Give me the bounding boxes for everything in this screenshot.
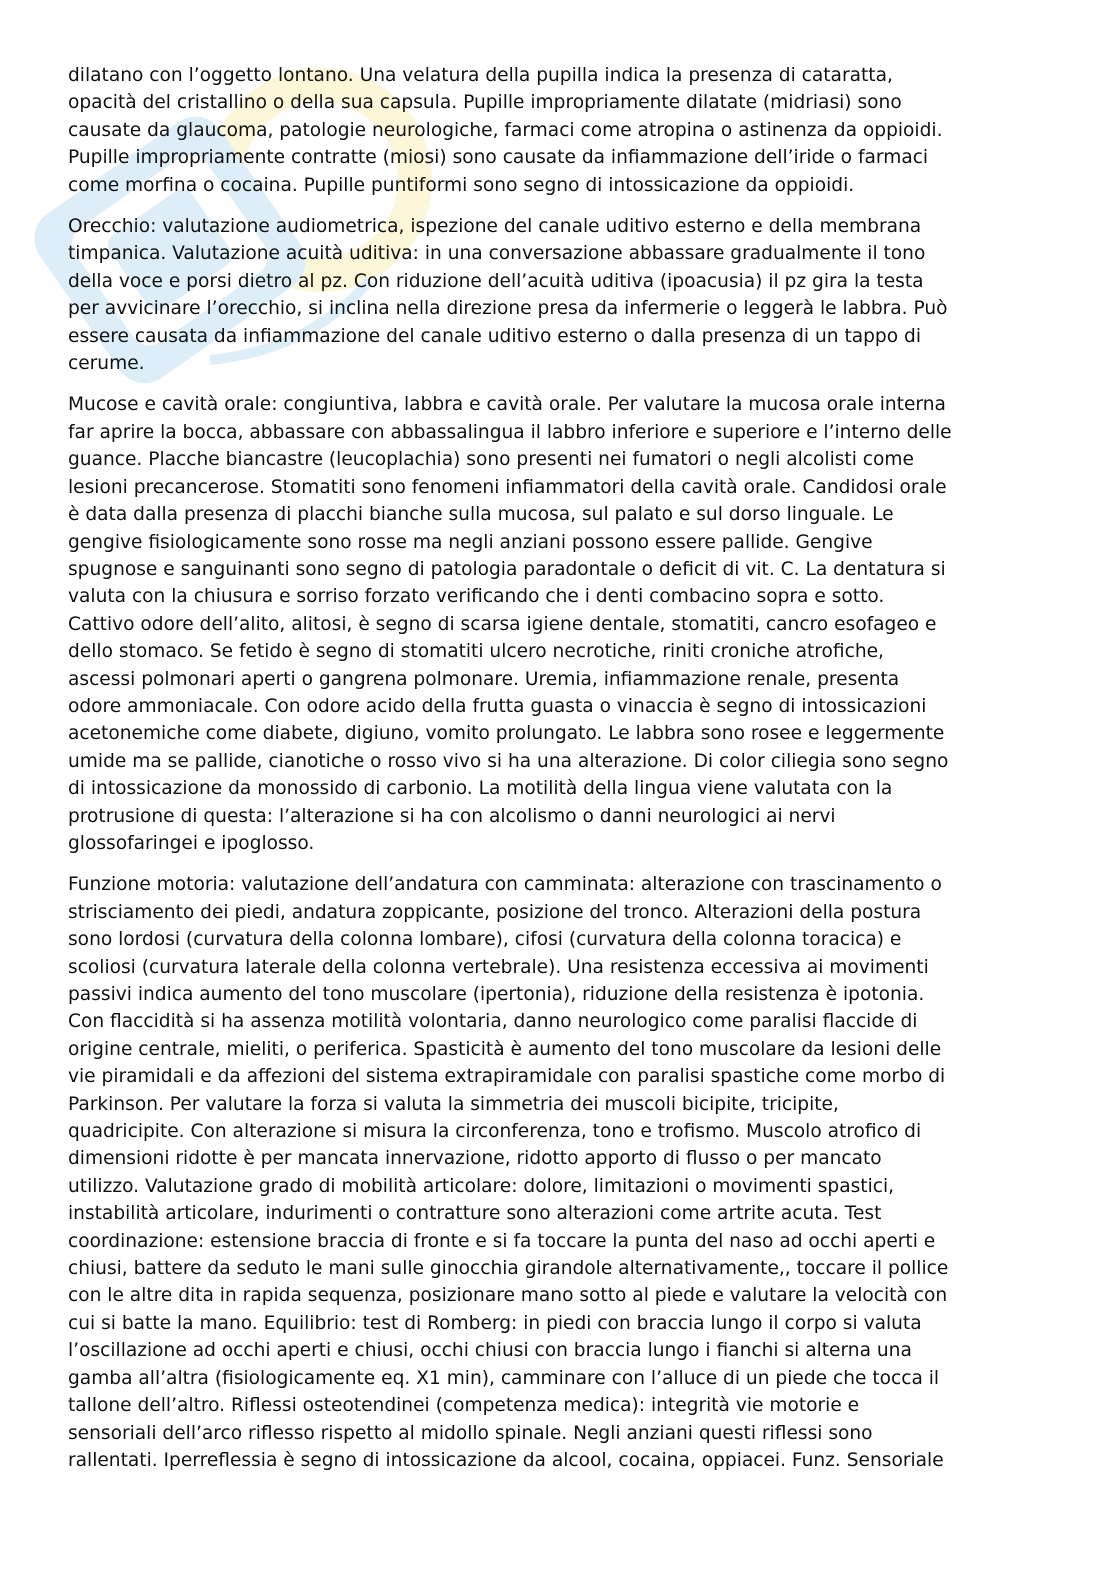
document-body: [68, 62, 1048, 1488]
paragraph-oral-mucosa: Mucose e cavità orale: congiuntiva, labbra e cavità orale. Per valutare la mucosa orale interna far aprire la bocca, abbassare con abbassalingua il labbro inferiore e superiore e l’interno delle guance. Placche biancastre (leucoplachia) sono presenti nei fumatori o negli alcolisti come lesioni precancerose. Stomatiti sono fenomeni infiammatori della cavità orale. Candidosi orale è data dalla presenza di placchi bianche sulla mucosa, sul palato e sul dorso linguale. Le gengive fisiologicamente sono rosse ma negli anziani possono essere pallide. Gengive spugnose e sanguinanti sono segno di patologia paradontale o deficit di vit. C. La dentatura si valuta con la chiusura e sorriso forzato verificando che i denti combacino sopra e sotto. Cattivo odore dell’alito, alitosi, è segno di scarsa igiene dentale, stomatiti, cancro esofageo e dello stomaco. Se fetido è segno di stomatiti ulcero necrotiche, riniti croniche atrofiche, ascessi polmonari aperti o gangrena polmonare. Uremia, infiammazione renale, presenta odore ammoniacale. Con odore acido della frutta guasta o vinaccia è segno di intossicazioni acetonemiche come diabete, digiuno, vomito prolungato. Le labbra sono rosee e leggermente umide ma se pallide, cianotiche o rosso vivo si ha una alterazione. Di color ciliegia sono segno di intossicazione da monossido di carbonio. La motilità della lingua viene valutata con la protrusione di questa: l’alterazione si ha con alcolismo o danni neurologici ai nervi glossofaringei e ipoglosso.: [68, 394, 952, 854]
paragraph-pupils: dilatano con l’oggetto lontano. Una velatura della pupilla indica la presenza di cataratta, opacità del cristallino o della sua capsula. Pupille impropriamente dilatate (midriasi) sono causate da glaucoma, patologie neurologiche, farmaci come atropina o astinenza da oppioidi. Pupille impropriamente contratte (miosi) sono causate da infiammazione dell’iride o farmaci come morfina o cocaina. Pupille puntiformi sono segno di intossicazione da oppioidi.: [68, 65, 943, 196]
paragraph-ear: Orecchio: valutazione audiometrica, ispezione del canale uditivo esterno e della membrana timpanica. Valutazione acuità uditiva: in una conversazione abbassare gradualmente il tono della voce e porsi dietro al pz. Con riduzione dell’acuità uditiva (ipoacusia) il pz gira la testa per avvicinare l’orecchio, si inclina nella direzione presa da infermerie o leggerà le labbra. Può essere causata da infiammazione del canale uditivo esterno o dalla presenza di un tappo di cerume.: [68, 216, 948, 375]
paragraph-motor-function: Funzione motoria: valutazione dell’andatura con camminata: alterazione con trascinamento o strisciamento dei piedi, andatura zoppicante, posizione del tronco. Alterazioni della postura sono lordosi (curvatura della colonna lombare), cifosi (curvatura della colonna toracica) e scoliosi (curvatura laterale della colonna vertebrale). Una resistenza eccessiva ai movimenti passivi indica aumento del tono muscolare (ipertonia), riduzione della resistenza è ipotonia. Con flaccidità si ha assenza motilità volontaria, danno neurologico come paralisi flaccide di origine centrale, mieliti, o periferica. Spasticità è aumento del tono muscolare da lesioni delle vie piramidali e da affezioni del sistema extrapiramidale con paralisi spastiche come morbo di Parkinson. Per valutare la forza si valuta la simmetria dei muscoli bicipite, tricipite, quadricipite. Con alterazione si misura la circonferenza, tono e trofismo. Muscolo atrofico di dimensioni ridotte è per mancata innervazione, ridotto apporto di flusso o per mancato utilizzo. Valutazione grado di mobilità articolare: dolore, limitazioni o movimenti spastici, instabilità articolare, indurimenti o contratture sono alterazioni come artrite acuta. Test coordinazione: estensione braccia di fronte e si fa toccare la punta del naso ad occhi aperti e chiusi, battere da seduto le mani sulle ginocchia girandole alternativamente,, toccare il pollice con le altre dita in rapida sequenza, posizionare mano sotto al piede e valutare la velocità con cui si batte la mano. Equilibrio: test di Romberg: in piedi con braccia lungo il corpo si valuta l’oscillazione ad occhi aperti e chiusi, occhi chiusi con braccia lungo i fianchi si alterna una gamba all’altra (fisiologicamente eq. X1 min), camminare con l’alluce di un piede che tocca il tallone dell’altro. Riflessi osteotendinei (competenza medica): integrità vie motorie e sensoriali dell’arco riflesso rispetto al midollo spinale. Negli anziani questi riflessi sono rallentati. Iperreflessia è segno di intossicazione da alcool, cocaina, oppiacei. Funz. Sensoriale: [68, 874, 949, 1471]
